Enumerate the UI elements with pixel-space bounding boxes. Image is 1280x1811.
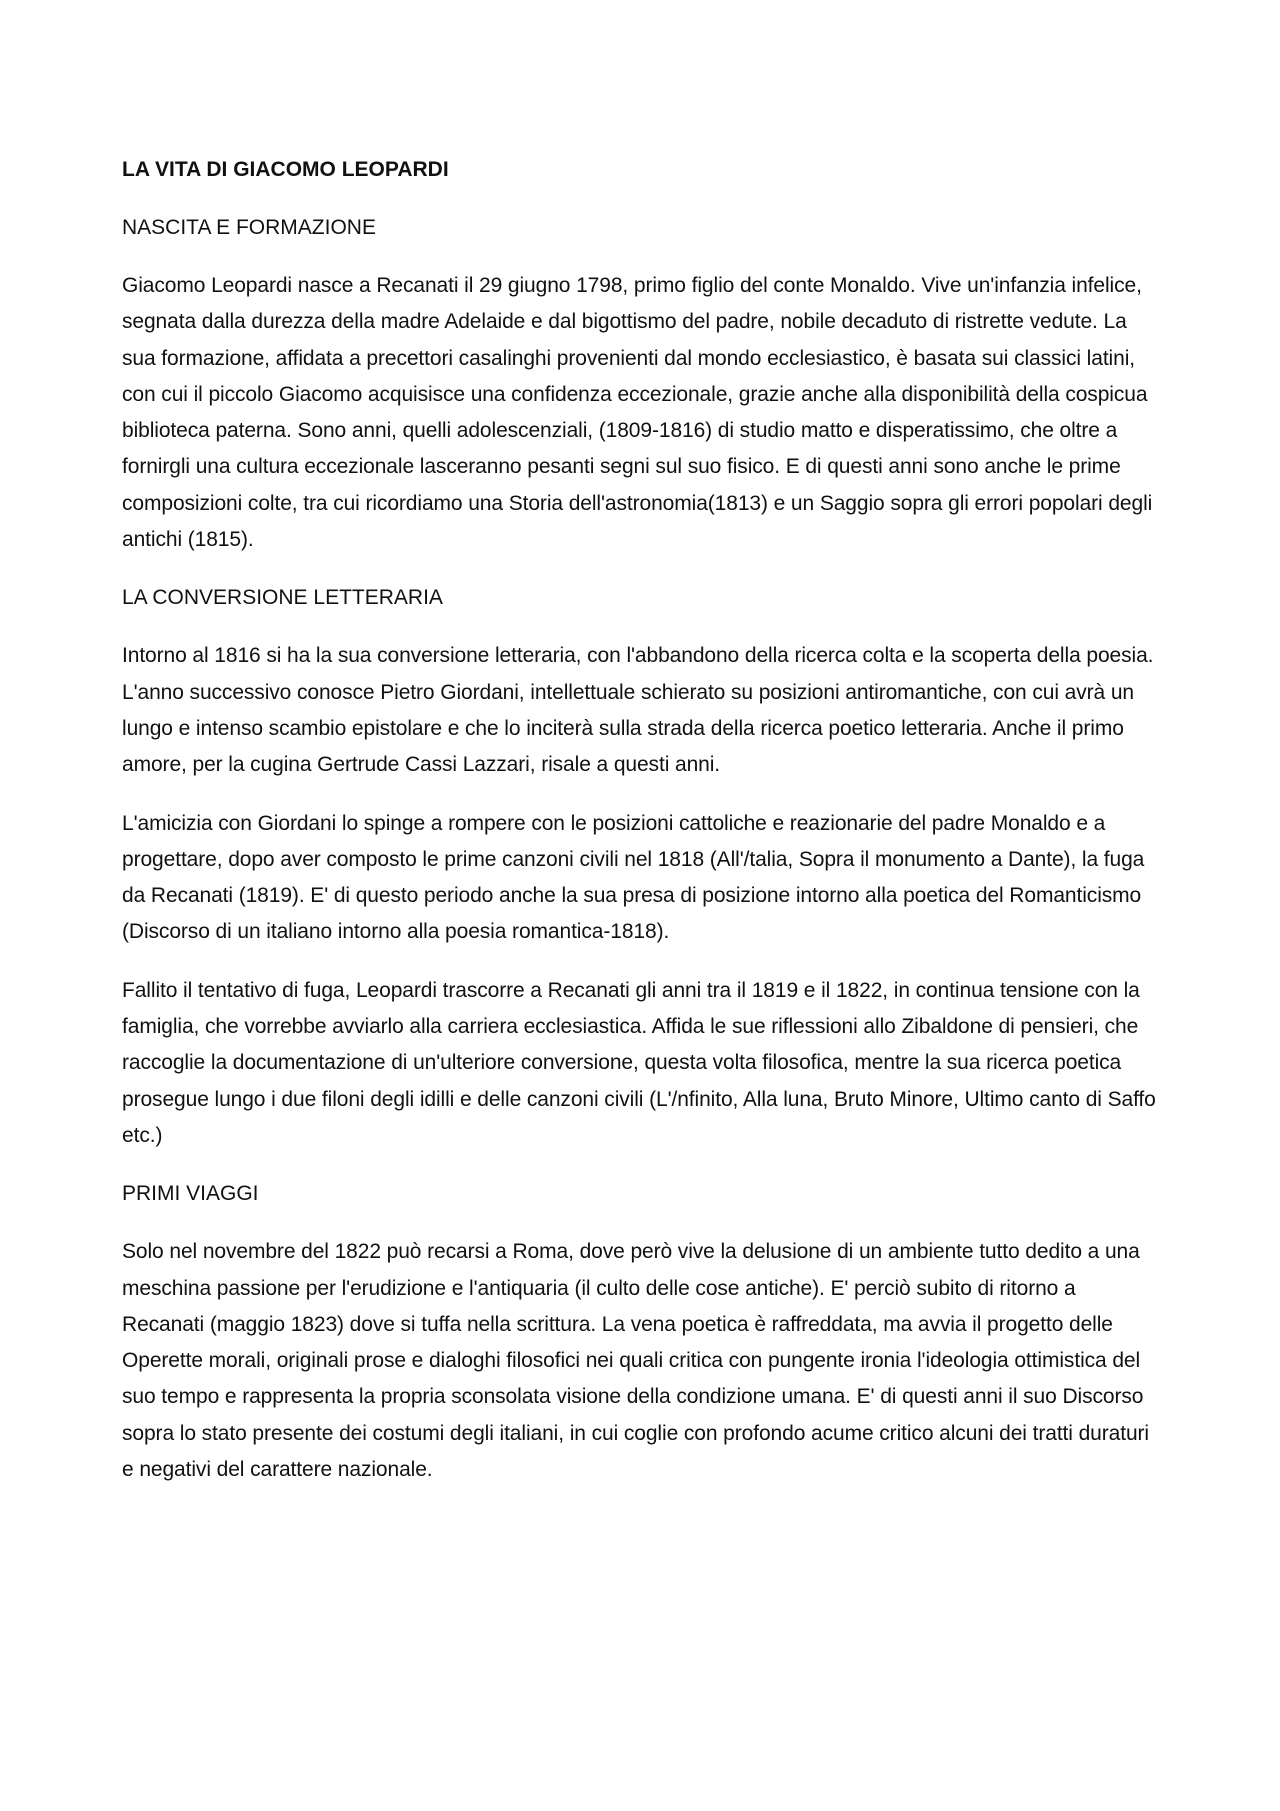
section-conversione-letteraria (122, 580, 1162, 1154)
section-nascita-e-formazione (122, 210, 1162, 558)
paragraph: Intorno al 1816 si ha la sua conversione letteraria, con l'abbandono della ricerca colta e la scoperta della poesia. L'anno successivo conosce Pietro Giordani, intellettuale schierato su posizioni antiromantiche, con cui avrà un lungo e intenso scambio epistolare e che lo inciterà sulla strada della ricerca poetico letteraria. Anche il primo amore, per la cugina Gertrude Cassi Lazzari, risale a questi anni. (122, 644, 1154, 777)
paragraph: Giacomo Leopardi nasce a Recanati il 29 giugno 1798, primo figlio del conte Monaldo. Vive un'infanzia infelice, segnata dalla durezza della madre Adelaide e dal bigottismo del padre, nobile decaduto di ristrette vedute. La sua formazione, affidata a precettori casalinghi provenienti dal mondo ecclesiastico, è basata sui classici latini, con cui il piccolo Giacomo acquisisce una confidenza eccezionale, grazie anche alla disponibilità della cospicua biblioteca paterna. Sono anni, quelli adolescenziali, (1809-1816) di studio matto e disperatissimo, che oltre a fornirgli una cultura eccezionale lasceranno pesanti segni sul suo fisico. E di questi anni sono anche le prime composizioni colte, tra cui ricordiamo una Storia dell'astronomia(1813) e un Saggio sopra gli errori popolari degli antichi (1815). (122, 274, 1153, 552)
section-primi-viaggi (122, 1176, 1162, 1488)
document-title: LA VITA DI GIACOMO LEOPARDI (122, 158, 449, 181)
section-heading: PRIMI VIAGGI (122, 1182, 259, 1206)
paragraph: Fallito il tentativo di fuga, Leopardi trascorre a Recanati gli anni tra il 1819 e il 1822, in continua tensione con la famiglia, che vorrebbe avviarlo alla carriera ecclesiastica. Affida le sue riflessioni allo Zibaldone di pensieri, che raccoglie la documentazione di un'ulteriore conversione, questa volta filosofica, mentre la sua ricerca poetica prosegue lungo i due filoni degli idilli e delle canzoni civili (L'/nfinito, Alla luna, Bruto Minore, Ultimo canto di Saffo etc.) (122, 978, 1156, 1147)
section-heading: NASCITA E FORMAZIONE (122, 216, 376, 239)
section-heading: LA CONVERSIONE LETTERARIA (122, 586, 443, 610)
paragraph: L'amicizia con Giordani lo spinge a rompere con le posizioni cattoliche e reazionarie del padre Monaldo e a progettare, dopo aver composto le prime canzoni civili nel 1818 (All'/talia, Sopra il monumento a Dante), la fuga da Recanati (1819). E' di questo periodo anche la sua presa di posizione intorno alla poetica del Romanticismo (Discorso di un italiano intorno alla poesia romantica-1818). (122, 811, 1145, 944)
paragraph: Solo nel novembre del 1822 può recarsi a Roma, dove però vive la delusione di un ambiente tutto dedito a una meschina passione per l'erudizione e l'antiquaria (il culto delle cose antiche). E' perciò subito di ritorno a Recanati (maggio 1823) dove si tuffa nella scrittura. La vena poetica è raffreddata, ma avvia il progetto delle Operette morali, originali prose e dialoghi filosofici nei quali critica con pungente ironia l'ideologia ottimistica del suo tempo e rappresenta la propria sconsolata visione della condizione umana. E' di questi anni il suo Discorso sopra lo stato presente dei costumi degli italiani, in cui coglie con profondo acume critico alcuni dei tratti duraturi e negativi del carattere nazionale. (122, 1240, 1149, 1482)
